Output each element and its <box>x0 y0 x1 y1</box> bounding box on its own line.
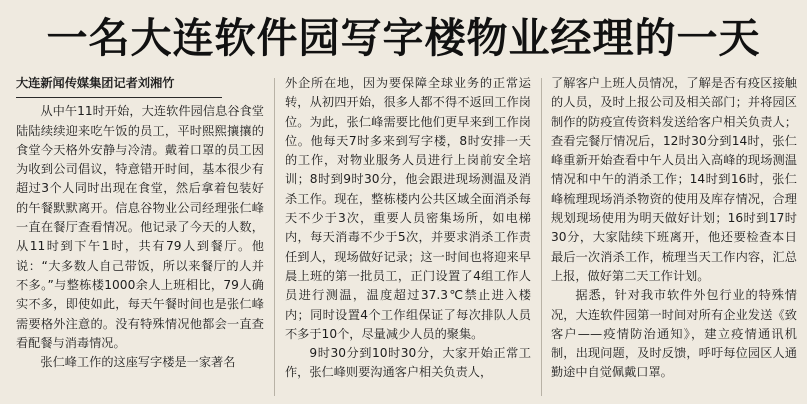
paragraph: 从中午11时开始，大连软件园信息谷食堂陆陆续续迎来吃午饭的员工，平时熙熙攘攘的食堂今天格外安静与冷清。戴着口罩的员工因为收到公司倡议，特意错开时间，基本很少有超过3个人同时出现在食堂，然后拿着包装好的午餐默默离开。信息谷物业公司经理张仁峰一直在餐厅查看情况。他记录了今天的人数，从11时到下午1时，共有79人到餐厅。他说：“大多数人自己带饭，所以来餐厅的人并不多。”与整栋楼1000余人上班相比，79人确实不多，即使如此，每天午餐时间也是张仁峰需要格外注意的。没有特殊情况他都会一直查看配餐与消毒情况。 <box>16 104 264 350</box>
paragraph: 据悉，针对我市软件外包行业的特殊情况，大连软件园第一时间对所有企业发送《致客户——疫情防治通知》，建立疫情通讯机制，出现问题，及时反馈，呼吁每位园区人通勤途中自觉佩戴口罩。 <box>551 288 797 380</box>
article-column-2 <box>285 74 531 402</box>
paragraph: 外企所在地，因为要保障全球业务的正常运转，从初四开始，很多人都不得不返回工作岗位。为此，张仁峰需要比他们更早来到工作岗位。他每天7时多来到写字楼，8时安排一天的工作，对物业服务人员进行上岗前安全培训；8时到9时30分，他会跟进现场测温及消杀工作。现在，整栋楼内公共区域全面消杀每天不少于3次，重要人员密集场所，如电梯内，每天消毒不少于5次，并要求消杀工作责任到人，现场做好记录；这一时间也将迎来早晨上班的第一批员工，正门设置了4组工作人员进行测温，温度超过37.3℃禁止进入楼内；同时设置4个工作组保证了每次排队人员不多于10个，尽量减少人员的聚集。 <box>285 76 531 341</box>
paragraph: 张仁峰工作的这座写字楼是一家著名 <box>40 355 236 370</box>
headline: 一名大连软件园写字楼物业经理的一天 <box>46 14 761 62</box>
column-divider <box>541 78 542 396</box>
byline: 大连新闻传媒集团记者刘湘竹 <box>16 74 222 98</box>
article-column-1 <box>16 74 264 402</box>
paragraph: 了解客户上班人员情况，了解是否有疫区接触的人员，及时上报公司及相关部门；并将园区制作的防疫宣传资料发送给客户相关负责人；查看完餐厅情况后，12时30分到14时，张仁峰重新开始查看中午人员出入高峰的现场测温情况和中午的消杀工作；14时到16时，张仁峰梳理现场消杀物资的使用及库存情况，合理规划现场使用为明天做好计划；16时到17时30分，大家陆续下班离开，他还要检查本日最后一次消杀工作，梳理当天工作内容，汇总上报，做好第二天工作计划。 <box>551 76 797 283</box>
article-column-3 <box>551 74 797 402</box>
column-divider <box>274 78 275 396</box>
paragraph: 9时30分到10时30分，大家开始正常工作，张仁峰则要沟通客户相关负责人， <box>285 346 531 380</box>
